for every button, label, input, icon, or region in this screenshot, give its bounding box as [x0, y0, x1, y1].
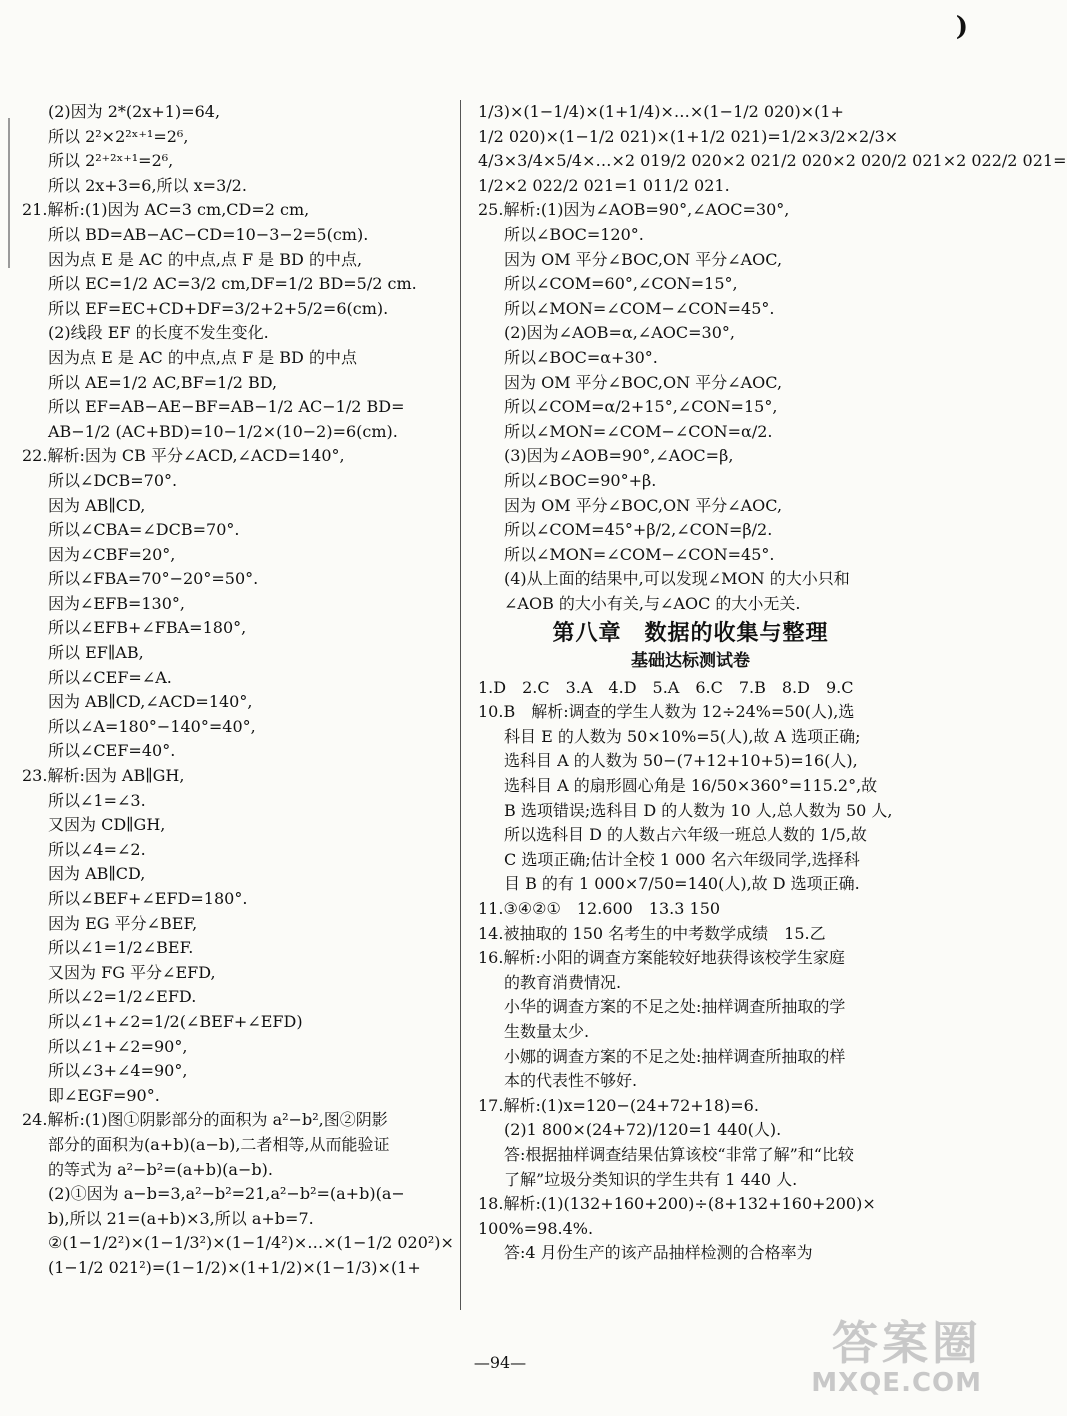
text-line: 所以∠FBA=70°−20°=50°.: [48, 569, 259, 589]
text-line: 所以∠1=∠3.: [48, 790, 146, 810]
text-line: 18.解析:(1)(132+160+200)÷(8+132+160+200)×: [478, 1194, 876, 1214]
text-line: 所以选科目 D 的人数占六年级一班总人数的 1/5,故: [504, 825, 867, 845]
text-line: 因为 OM 平分∠BOC,ON 平分∠AOC,: [504, 372, 783, 392]
text-line: (2)因为∠AOB=α,∠AOC=30°,: [504, 323, 735, 343]
text-line: 所以 EF=EC+CD+DF=3/2+2+5/2=6(cm).: [48, 298, 389, 318]
text-line: 23.解析:因为 AB∥GH,: [22, 766, 185, 786]
text-line: 小娜的调查方案的不足之处:抽样调查所抽取的样: [504, 1046, 846, 1066]
text-line: AB−1/2 (AC+BD)=10−1/2×(10−2)=6(cm).: [48, 421, 398, 441]
text-line: 21.解析:(1)因为 AC=3 cm,CD=2 cm,: [22, 200, 310, 220]
text-line: 因为∠EFB=130°,: [48, 593, 185, 613]
text-line: 所以∠DCB=70°.: [48, 470, 178, 490]
right-column: [478, 100, 1067, 1266]
text-line: 目 B 的有 1 000×7/50=140(人),故 D 选项正确.: [504, 874, 860, 894]
text-line: B 选项错误;选科目 D 的人数为 10 人,总人数为 50 人,: [504, 800, 893, 820]
text-line: 因为 AB∥CD,: [48, 495, 146, 515]
text-line: C 选项正确;估计全校 1 000 名六年级同学,选择科: [504, 849, 860, 869]
text-line: (2)1 800×(24+72)/120=1 440(人).: [504, 1120, 782, 1140]
text-line: b),所以 21=(a+b)×3,所以 a+b=7.: [48, 1208, 314, 1228]
text-line: 所以 EC=1/2 AC=3/2 cm,DF=1/2 BD=5/2 cm.: [48, 274, 417, 294]
text-line: 的教育消费情况.: [504, 972, 622, 992]
text-line: 因为 OM 平分∠BOC,ON 平分∠AOC,: [504, 249, 783, 269]
text-line: 100%=98.4%.: [478, 1218, 594, 1238]
text-line: 14.被抽取的 150 名考生的中考数学成绩 15.乙: [478, 923, 826, 943]
page-number: —94—: [473, 1353, 527, 1372]
text-line: 所以∠1+∠2=1/2(∠BEF+∠EFD): [48, 1011, 303, 1031]
text-line: 所以∠BOC=α+30°.: [504, 347, 658, 367]
watermark-logo: 答案圈 MXQE.COM: [811, 1316, 982, 1398]
text-line: 所以∠3+∠4=90°,: [48, 1061, 188, 1081]
text-line: 1/2 020)×(1−1/2 021)×(1+1/2 021)=1/2×3/2×2/3×: [478, 126, 899, 146]
text-line: 因为 AB∥CD,: [48, 864, 146, 884]
text-line: 了解”垃圾分类知识的学生共有 1 440 人.: [504, 1169, 798, 1189]
text-line: 科目 E 的人数为 50×10%=5(人),故 A 选项正确;: [504, 726, 861, 746]
text-line: 所以 AE=1/2 AC,BF=1/2 BD,: [48, 372, 278, 392]
text-line: 所以∠BOC=90°+β.: [504, 470, 657, 490]
text-line: 16.解析:小阳的调查方案能较好地获得该校学生家庭: [478, 948, 845, 968]
text-line: 所以∠EFB+∠FBA=180°,: [48, 618, 247, 638]
text-line: 因为∠CBF=20°,: [48, 544, 176, 564]
text-line: (1−1/2 021²)=(1−1/2)×(1+1/2)×(1−1/3)×(1+: [48, 1257, 421, 1277]
text-line: 又因为 CD∥GH,: [48, 815, 166, 835]
text-line: 1.D 2.C 3.A 4.D 5.A 6.C 7.B 8.D 9.C: [478, 677, 854, 697]
text-line: 选科目 A 的扇形圆心角是 16/50×360°=115.2°,故: [504, 776, 878, 796]
text-line: 又因为 FG 平分∠EFD,: [48, 962, 216, 982]
text-line: 因为 EG 平分∠BEF,: [48, 913, 198, 933]
text-line: 所以∠MON=∠COM−∠CON=45°.: [504, 544, 775, 564]
text-line: 所以∠MON=∠COM−∠CON=45°.: [504, 298, 775, 318]
text-line: 选科目 A 的人数为 50−(7+12+10+5)=16(人),: [504, 751, 858, 771]
text-line: 所以∠COM=α/2+15°,∠CON=15°,: [504, 397, 778, 417]
section-title: 基础达标测试卷: [631, 651, 750, 672]
text-line: 所以∠CEF=40°.: [48, 741, 176, 761]
text-line: 答:根据抽样调查结果估算该校“非常了解”和“比较: [504, 1144, 854, 1164]
binding-edge: [8, 118, 10, 268]
text-line: 因为点 E 是 AC 的中点,点 F 是 BD 的中点: [48, 347, 357, 367]
text-line: 1/3)×(1−1/4)×(1+1/4)×…×(1−1/2 020)×(1+: [478, 102, 844, 121]
text-line: 部分的面积为(a+b)(a−b),二者相等,从而能验证: [48, 1134, 390, 1154]
text-line: 所以∠BEF+∠EFD=180°.: [48, 889, 248, 908]
text-line: 所以 EF∥AB,: [48, 643, 144, 663]
text-line: (2)因为 2*(2x+1)=64,: [48, 102, 221, 121]
text-line: 11.③④②① 12.600 13.3 150: [478, 899, 721, 918]
text-line: 因为 OM 平分∠BOC,ON 平分∠AOC,: [504, 495, 783, 515]
text-line: (3)因为∠AOB=90°,∠AOC=β,: [504, 446, 734, 466]
text-line: 所以 2x+3=6,所以 x=3/2.: [48, 175, 247, 195]
text-line: (2)①因为 a−b=3,a²−b²=21,a²−b²=(a+b)(a−: [48, 1184, 405, 1204]
text-line: 所以 EF=AB−AE−BF=AB−1/2 AC−1/2 BD=: [48, 397, 405, 417]
text-line: 因为 AB∥CD,∠ACD=140°,: [48, 692, 253, 712]
text-line: 所以∠A=180°−140°=40°,: [48, 716, 256, 736]
left-column: [22, 100, 462, 1281]
edge-mark: ): [955, 12, 968, 42]
text-line: 1/2×2 022/2 021=1 011/2 021.: [478, 175, 730, 195]
text-line: 所以 2²×2²ˣ⁺¹=2⁶,: [48, 126, 189, 146]
text-line: 所以∠BOC=120°.: [504, 224, 644, 244]
text-line: 所以 2²⁺²ˣ⁺¹=2⁶,: [48, 151, 174, 171]
text-line: ②(1−1/2²)×(1−1/3²)×(1−1/4²)×…×(1−1/2 020²)×: [48, 1233, 454, 1253]
text-line: 生数量太少.: [504, 1021, 590, 1041]
text-line: 所以∠2=1/2∠EFD.: [48, 987, 197, 1007]
text-line: 即∠EGF=90°.: [48, 1085, 160, 1105]
text-line: (2)线段 EF 的长度不发生变化.: [48, 323, 269, 343]
text-line: 所以∠1=1/2∠BEF.: [48, 938, 194, 958]
text-line: 所以∠COM=60°,∠CON=15°,: [504, 274, 738, 294]
text-line: 答:4 月份生产的该产品抽样检测的合格率为: [504, 1243, 813, 1263]
text-line: 所以∠1+∠2=90°,: [48, 1036, 188, 1056]
text-line: 所以∠COM=45°+β/2,∠CON=β/2.: [504, 520, 773, 540]
text-line: 4/3×3/4×5/4×…×2 019/2 020×2 021/2 020×2 020/2 021×2 022/2 021=: [478, 151, 1067, 171]
text-line: (4)从上面的结果中,可以发现∠MON 的大小只和: [504, 569, 850, 589]
text-line: 所以 BD=AB−AC−CD=10−3−2=5(cm).: [48, 224, 369, 244]
text-line: 本的代表性不够好.: [504, 1071, 638, 1091]
text-line: 所以∠MON=∠COM−∠CON=α/2.: [504, 421, 773, 441]
text-line: 17.解析:(1)x=120−(24+72+18)=6.: [478, 1095, 759, 1115]
text-line: 22.解析:因为 CB 平分∠ACD,∠ACD=140°,: [22, 446, 345, 466]
text-line: ∠AOB 的大小有关,与∠AOC 的大小无关.: [504, 593, 801, 613]
text-line: 24.解析:(1)图①阴影部分的面积为 a²−b²,图②阴影: [22, 1110, 388, 1130]
text-line: 所以∠CEF=∠A.: [48, 667, 172, 687]
chapter-title: 第八章 数据的收集与整理: [552, 621, 829, 647]
text-line: 10.B 解析:调查的学生人数为 12÷24%=50(人),选: [478, 702, 855, 722]
text-line: 25.解析:(1)因为∠AOB=90°,∠AOC=30°,: [478, 200, 790, 220]
text-line: 所以∠CBA=∠DCB=70°.: [48, 520, 240, 540]
text-line: 小华的调查方案的不足之处:抽样调查所抽取的学: [504, 997, 846, 1017]
text-line: 所以∠4=∠2.: [48, 839, 146, 859]
text-line: 的等式为 a²−b²=(a+b)(a−b).: [48, 1159, 273, 1179]
text-line: 因为点 E 是 AC 的中点,点 F 是 BD 的中点,: [48, 249, 363, 269]
